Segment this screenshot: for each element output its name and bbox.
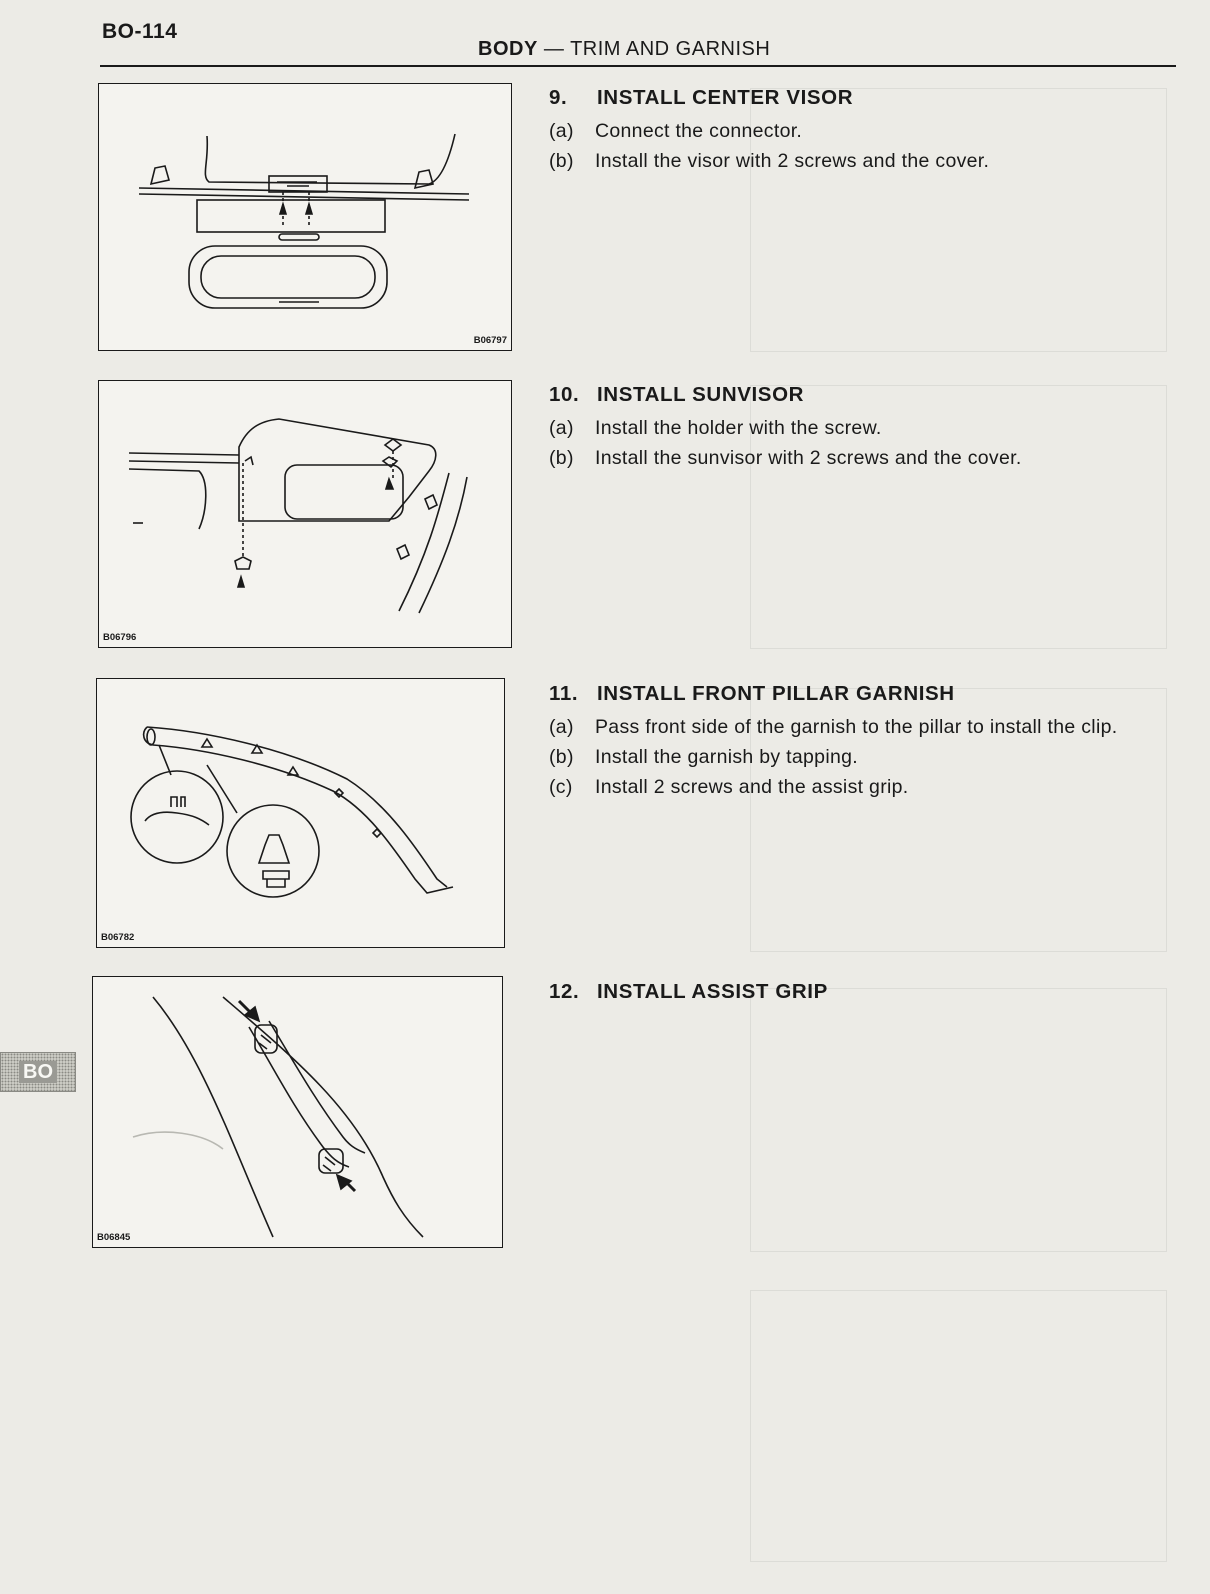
sub-step-text: Install the visor with 2 screws and the cover. — [595, 150, 990, 172]
section-name: BODY — [478, 38, 538, 60]
sub-step-text: Install the sunvisor with 2 screws and the cover. — [595, 447, 1022, 469]
figure-sunvisor — [98, 380, 512, 648]
section-tab-label: BO — [19, 1061, 57, 1083]
front-pillar-garnish-illustration — [97, 679, 506, 949]
step-title — [549, 383, 1169, 407]
section-separator: — — [537, 38, 571, 60]
sub-step-letter: (a) — [549, 417, 574, 439]
step-number: 10. — [549, 383, 580, 406]
sub-step-letter: (c) — [549, 776, 573, 798]
sub-step-text: Pass front side of the garnish to the pillar to install the clip. — [595, 716, 1118, 738]
sub-step-letter: (a) — [549, 120, 574, 142]
figure-front-pillar-garnish — [96, 678, 505, 948]
step-title-text: INSTALL ASSIST GRIP — [597, 980, 828, 1003]
step-install-center-visor — [549, 86, 1169, 176]
subsection-name: TRIM AND GARNISH — [570, 38, 771, 60]
sub-step-letter: (b) — [549, 447, 574, 469]
sub-step — [549, 742, 1169, 772]
center-visor-illustration — [99, 84, 513, 352]
step-title-text: INSTALL SUNVISOR — [597, 383, 805, 406]
bleed-through-box — [750, 988, 1167, 1252]
figure-code: B06782 — [101, 932, 135, 943]
sub-step-text: Connect the connector. — [595, 120, 803, 142]
step-number: 12. — [549, 980, 580, 1003]
figure-code: B06845 — [97, 1232, 131, 1243]
sub-step-letter: (b) — [549, 746, 574, 768]
sub-step-text: Install the holder with the screw. — [595, 417, 882, 439]
step-title — [549, 86, 1169, 110]
sub-step — [549, 146, 1169, 176]
section-tab — [0, 1052, 76, 1092]
step-install-sunvisor — [549, 383, 1169, 473]
assist-grip-illustration — [93, 977, 504, 1249]
step-number: 9. — [549, 86, 568, 109]
sub-step-letter: (a) — [549, 716, 574, 738]
sub-step — [549, 413, 1169, 443]
sub-step — [549, 712, 1169, 742]
page-number: BO-114 — [102, 20, 178, 43]
figure-code: B06797 — [473, 335, 507, 346]
header-rule — [100, 65, 1176, 67]
step-title-text: INSTALL FRONT PILLAR GARNISH — [597, 682, 955, 705]
section-title — [478, 38, 770, 61]
sub-step-text: Install 2 screws and the assist grip. — [595, 776, 909, 798]
figure-assist-grip — [92, 976, 503, 1248]
sub-step — [549, 772, 1169, 802]
sub-step-text: Install the garnish by tapping. — [595, 746, 858, 768]
step-title-text: INSTALL CENTER VISOR — [597, 86, 854, 109]
sub-step-letter: (b) — [549, 150, 574, 172]
step-title — [549, 682, 1169, 706]
sub-step — [549, 443, 1169, 473]
bleed-through-box — [750, 1290, 1167, 1562]
step-install-front-pillar-garnish — [549, 682, 1169, 802]
step-number: 11. — [549, 682, 579, 705]
figure-center-visor — [98, 83, 512, 351]
figure-code: B06796 — [103, 632, 137, 643]
step-title — [549, 980, 1169, 1004]
sub-step — [549, 116, 1169, 146]
sunvisor-illustration — [99, 381, 513, 649]
step-install-assist-grip — [549, 980, 1169, 1010]
